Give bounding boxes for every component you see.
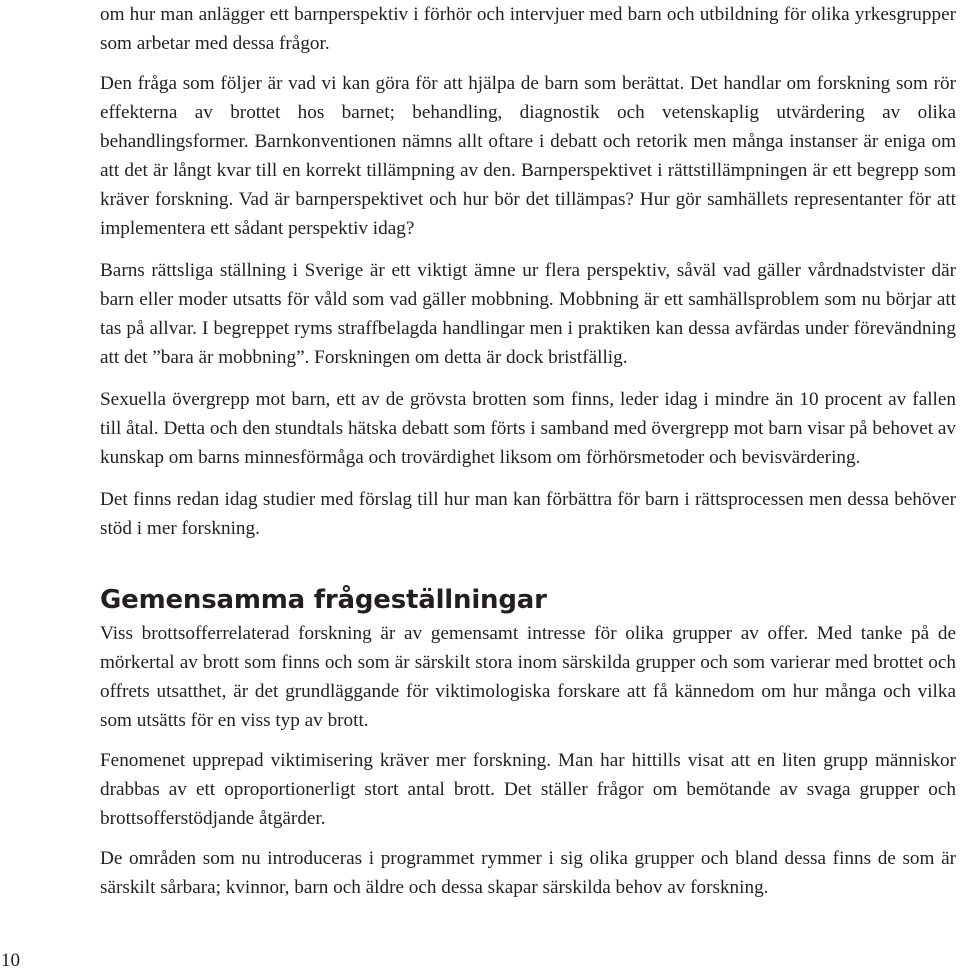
paragraph-rattslig-stallning: Barns rättsliga ställning i Sverige är ett viktigt ämne ur flera perspektiv, såväl vad gäller vårdnadstvister där barn eller moder utsatts för våld som vad gäller mobbning. Mobbning är ett samhällsproblem som nu börjar att tas på allvar. I begreppet ryms straffbelagda handlingar men i praktiken kan dessa avfärdas under förevändning att det ”bara är mobbning”. Forskningen om detta är dock bristfällig. (100, 260, 956, 368)
section-heading: Gemensamma frågeställningar (100, 585, 547, 615)
paragraph-befintliga-studier: Det finns redan idag studier med förslag till hur man kan förbättra för barn i rättsprocessen men dessa behöver stöd i mer forskning. (100, 489, 956, 539)
paragraph-gemensamt-intresse: Viss brottsofferrelaterad forskning är av gemensamt intresse för olika grupper av offer. Med tanke på de mörkertal av brott som finns och som är särskilt stora inom särskilda grupper och som varierar med brottet och offrets utsatthet, är det grundläggande för viktimologiska forskare att få kännedom om hur många och vilka som utsätts för en viss typ av brott. (100, 623, 956, 731)
paragraph-barnperspektiv-intro: om hur man anlägger ett barnperspektiv i förhör och intervjuer med barn och utbildning för olika yrkesgrupper som arbetar med dessa frågor. (100, 4, 956, 54)
paragraph-upprepad-viktimisering: Fenomenet upprepad viktimisering kräver mer forskning. Man har hittills visat att en liten grupp människor drabbas av ett oproportionerligt stort antal brott. Det ställer frågor om bemötande av svaga grupper och brottsofferstödjande åtgärder. (100, 750, 956, 829)
page-number: 10 (1, 950, 20, 971)
paragraph-sarbara-grupper: De områden som nu introduceras i programmet rymmer i sig olika grupper och bland dessa finns de som är särskilt sårbara; kvinnor, barn och äldre och dessa skapar särskilda behov av forskning. (100, 848, 956, 898)
paragraph-hjalpa-barn: Den fråga som följer är vad vi kan göra för att hjälpa de barn som berättat. Det handlar om forskning som rör effekterna av brottet hos barnet; behandling, diagnostik och vetenskaplig utvärdering av olika behandlingsformer. Barnkonventionen nämns allt oftare i debatt och retorik men många instanser är eniga om att det är långt kvar till en korrekt tillämpning av den. Barnperspektivet i rättstillämpningen är ett begrepp som kräver forskning. Vad är barnperspektivet och hur bör det tillämpas? Hur gör samhällets representanter för att implementera ett sådant perspektiv idag? (100, 73, 956, 239)
page-content (100, 0, 956, 902)
paragraph-sexuella-overgrepp: Sexuella övergrepp mot barn, ett av de grövsta brotten som finns, leder idag i mindre än 10 procent av fallen till åtal. Detta och den stundtals hätska debatt som förts i samband med övergrepp mot barn visar på behovet av kunskap om barns minnesförmåga och trovärdighet liksom om förhörsmetoder och bevisvärdering. (100, 389, 956, 468)
